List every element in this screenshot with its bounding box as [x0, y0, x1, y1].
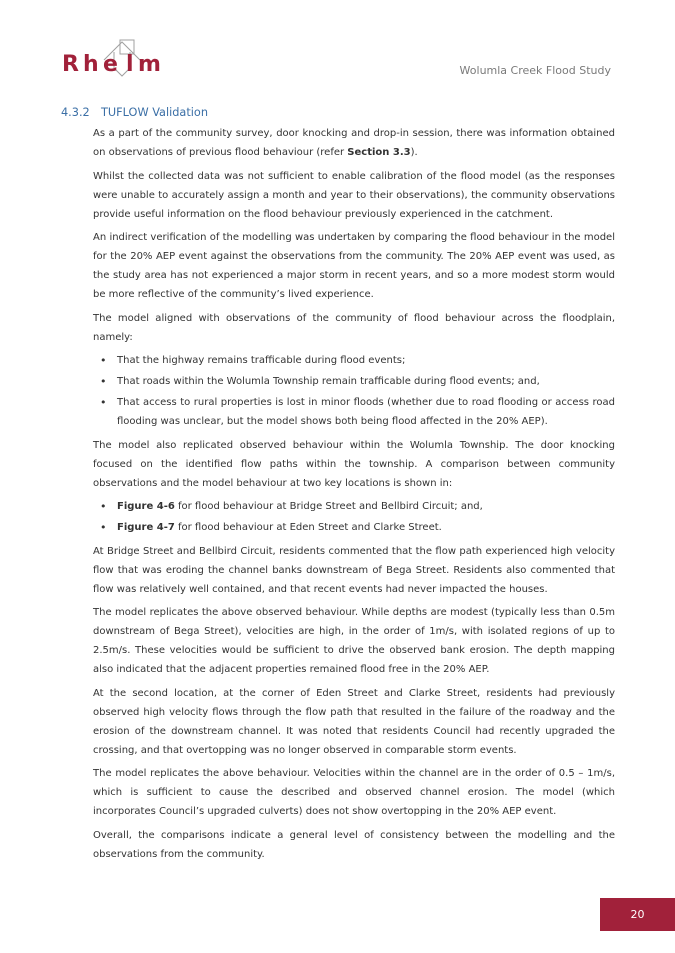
section-heading [61, 106, 208, 119]
paragraph: At Bridge Street and Bellbird Circuit, residents commented that the flow path experienced high velocity flow that was eroding the channel banks downstream of Bega Street. Residents also commented that flow was relatively well contained, and that recent events had never impacted the houses. [93, 545, 615, 595]
list-item: • That the highway remains trafficable during flood events; [117, 351, 615, 370]
logo-letter-m: m [138, 52, 161, 77]
list-item-text: for flood behaviour at Bridge Street and Bellbird Circuit; and, [174, 501, 483, 512]
list-item: • That access to rural properties is lost in minor floods (whether due to road flooding or access road flooding was unclear, but the model shows both being flood affected in the 20% AEP). [117, 393, 615, 431]
paragraph-text: As a part of the community survey, door knocking and drop-in session, there was information obtained on observations of previous flood behaviour (refer [93, 128, 615, 158]
body-text [93, 124, 615, 868]
list-item: • That roads within the Wolumla Township remain trafficable during flood events; and, [117, 372, 615, 391]
logo-letter-r: R [62, 52, 79, 77]
page-number: 20 [630, 908, 645, 921]
logo-letter-l: l [126, 52, 134, 77]
figure-reference: Figure 4-7 [117, 522, 175, 533]
document-title: Wolumla Creek Flood Study [459, 64, 611, 77]
logo-letter-h: h [83, 52, 99, 77]
paragraph: The model replicates the above observed behaviour. While depths are modest (typically less than 0.5m downstream of Bega Street), velocities are high, in the order of 1m/s, with isolated regions of up to 2.5m/s. These velocities would be sufficient to drive the observed bank erosion. The depth mapping also indicated that the adjacent properties remained flood free in the 20% AEP. [93, 607, 615, 675]
figure-list [93, 497, 615, 537]
paragraph: The model replicates the above behaviour. Velocities within the channel are in the order of 0.5 – 1m/s, which is sufficient to cause the described and observed channel erosion. The model (which incorporates Council’s upgraded culverts) does not show overtopping in the 20% AEP event. [93, 768, 615, 817]
paragraph: Overall, the comparisons indicate a general level of consistency between the modelling and the observations from the community. [93, 829, 615, 860]
list-item-text: for flood behaviour at Eden Street and Clarke Street. [174, 522, 442, 533]
rhelm-logo [62, 38, 172, 78]
paragraph: At the second location, at the corner of Eden Street and Clarke Street, residents had previously observed high velocity flows through the flow path that resulted in the failure of the roadway and the erosion of the downstream channel. It was noted that residents Council had recently upgraded the crossing, and that overtopping was no longer observed in comparable storm events. [93, 687, 615, 756]
paragraph: An indirect verification of the modelling was undertaken by comparing the flood behaviour in the model for the 20% AEP event against the observations from the community. The 20% AEP event was used, as the study area has not experienced a major storm in recent years, and so a more modest storm would be more reflective of the community’s lived experience. [93, 232, 615, 300]
logo-letter-e: e [103, 52, 118, 77]
section-number: 4.3.2 [61, 106, 90, 119]
logo-graphic [62, 38, 172, 78]
paragraph: The model aligned with observations of the community of flood behaviour across the floodplain, namely: [93, 312, 615, 343]
section-reference: Section 3.3 [347, 147, 411, 158]
paragraph-text: ). [410, 147, 418, 158]
list-item [117, 497, 615, 516]
section-title: TUFLOW Validation [101, 106, 208, 119]
figure-reference: Figure 4-6 [117, 501, 175, 512]
paragraph [93, 124, 615, 162]
observation-list [93, 351, 615, 431]
paragraph: The model also replicated observed behaviour within the Wolumla Township. The door knocking focused on the identified flow paths within the township. A comparison between community observations and the model behaviour at two key locations is shown in: [93, 439, 615, 489]
paragraph: Whilst the collected data was not sufficient to enable calibration of the flood model (as the responses were unable to accurately assign a month and year to their observations), the community observations provide useful information on the flood behaviour previously experienced in the catchment. [93, 170, 615, 220]
page-number-box [600, 898, 675, 931]
list-item [117, 518, 615, 537]
